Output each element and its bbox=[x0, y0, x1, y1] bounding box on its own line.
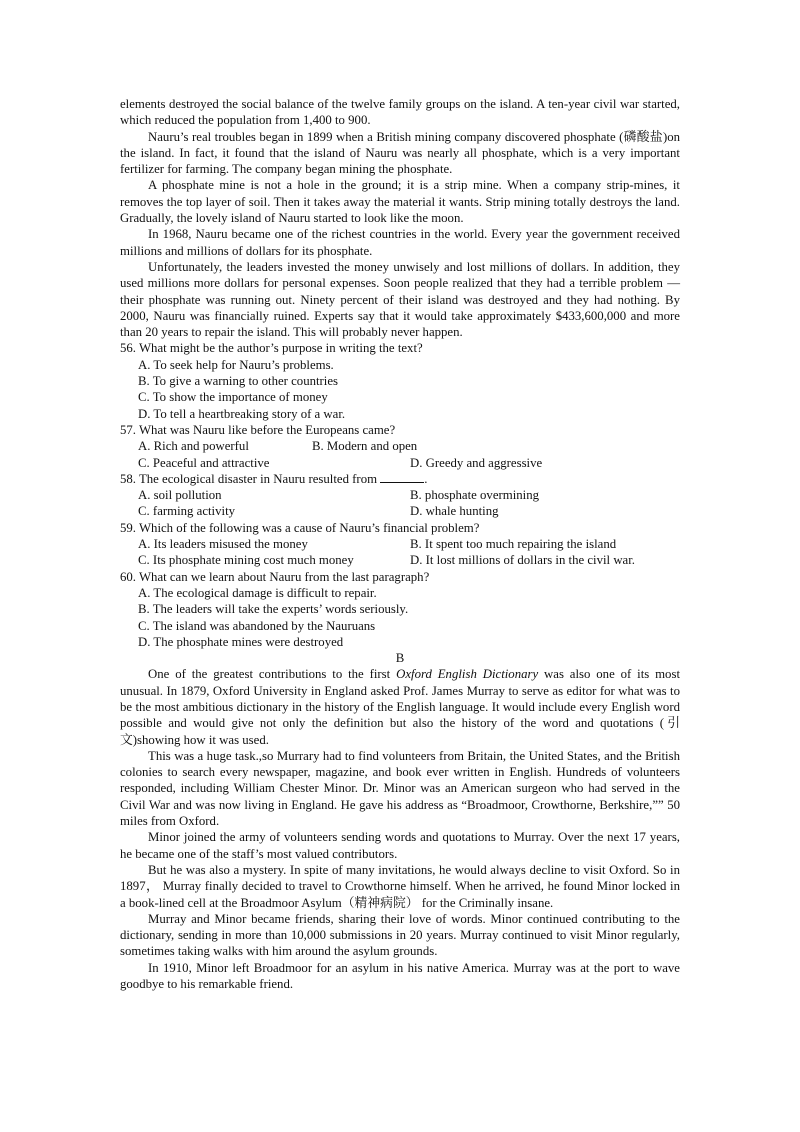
passage-b-paragraph-2: This was a huge task.,so Murrary had to find volunteers from Britain, the United States, and the British colonies to search every newspaper, magazine, and book ever written in English. Hundreds of volunteers responded, including William Chester Minor. Dr. Minor was an American surgeon who had served in the Civil War and was now living in England. He gave his address as “Broadmoor, Crowthorne, Berkshire,”” 50 miles from Oxford. bbox=[120, 748, 680, 829]
question-60-option-a: A. The ecological damage is difficult to repair. bbox=[138, 585, 377, 600]
question-60-option-b: B. The leaders will take the experts’ words seriously. bbox=[138, 602, 409, 617]
question-58-option-a: A. soil pollution bbox=[138, 488, 222, 503]
question-60 bbox=[120, 569, 680, 650]
passage-b-paragraph-6: In 1910, Minor left Broadmoor for an asylum in his native America. Murray was at the port to wave goodbye to his remarkable friend. bbox=[120, 960, 680, 992]
passage-b-paragraph-5: Murray and Minor became friends, sharing their love of words. Minor continued contributing to the dictionary, sending in more than 10,000 submissions in 20 years. Murray continued to visit Minor regularly, sometimes taking walks with him around the asylum grounds. bbox=[120, 911, 680, 959]
answer-blank bbox=[380, 471, 424, 483]
question-57-option-d: D. Greedy and aggressive bbox=[410, 455, 543, 470]
question-56-option-d: D. To tell a heartbreaking story of a war. bbox=[138, 406, 346, 421]
passage-b-paragraph-3: Minor joined the army of volunteers sending words and quotations to Murray. Over the next 17 years, he became one of the staff’s most valued contributors. bbox=[120, 830, 680, 861]
question-56-option-a: A. To seek help for Nauru’s problems. bbox=[138, 357, 334, 372]
question-58-option-c: C. farming activity bbox=[138, 504, 236, 519]
question-60-option-d: D. The phosphate mines were destroyed bbox=[138, 634, 344, 649]
question-57-option-c: C. Peaceful and attractive bbox=[138, 455, 270, 470]
passage-b-p1-after: was also one of its most unusual. In 1879, Oxford University in England asked Prof. James Murray to serve as editor for what was to be the most ambitious dictionary in the history of the English language. It would include every English word possible and would give not only the definition but also the history of the word and quotations (引文)showing how it was used. bbox=[120, 667, 680, 747]
passage-b-paragraph-4: But he was also a mystery. In spite of many invitations, he would always decline to visit Oxford. So in 1897， Murray finally decided to travel to Crowthorne himself. When he arrived, he found Minor locked in a book-lined cell at the Broadmoor Asylum（精神病院） for the Criminally insane. bbox=[120, 862, 680, 910]
question-58-stem-end: . bbox=[424, 471, 428, 486]
question-58-option-d: D. whale hunting bbox=[410, 504, 499, 519]
question-56-option-b: B. To give a warning to other countries bbox=[138, 374, 339, 389]
question-59 bbox=[120, 520, 680, 569]
question-59-option-d: D. It lost millions of dollars in the civil war. bbox=[410, 553, 635, 568]
passage-b-paragraph-1 bbox=[120, 666, 680, 747]
question-59-option-b: B. It spent too much repairing the island bbox=[410, 537, 617, 552]
question-56-option-c: C. To show the importance of money bbox=[138, 390, 328, 405]
passage-a-paragraph-2: Nauru’s real troubles began in 1899 when a British mining company discovered phosphate (磷酸盐)on the island. In fact, it found that the island of Nauru was nearly all phosphate, which is a very important fertilizer for farming. The company began mining the phosphate. bbox=[120, 129, 680, 177]
question-59-stem: 59. Which of the following was a cause of Nauru’s financial problem? bbox=[120, 520, 480, 535]
question-58-stem: 58. The ecological disaster in Nauru resulted from bbox=[120, 471, 378, 486]
passage-b-p1-before: One of the greatest contributions to the first bbox=[148, 667, 397, 682]
question-59-option-a: A. Its leaders misused the money bbox=[138, 537, 308, 552]
exam-page bbox=[120, 96, 680, 992]
question-58 bbox=[120, 471, 680, 520]
question-59-option-c: C. Its phosphate mining cost much money bbox=[138, 553, 354, 568]
question-58-option-b: B. phosphate overmining bbox=[410, 488, 540, 503]
question-58-stem-line bbox=[120, 471, 680, 487]
dictionary-title: Oxford English Dictionary bbox=[396, 667, 539, 682]
section-heading-b: B bbox=[395, 651, 405, 666]
passage-a-paragraph-5: Unfortunately, the leaders invested the money unwisely and lost millions of dollars. In addition, they used millions more dollars for personal expenses. Soon people realized that they had a terrible problem — their phosphate was running out. Ninety percent of their island was destroyed and they had nothing. By 2000, Nauru was financially ruined. Experts say that it would take approximately $433,600,000 and more than 20 years to repair the island. This will probably never happen. bbox=[120, 259, 680, 340]
question-57-stem: 57. What was Nauru like before the Europeans came? bbox=[120, 422, 396, 437]
question-57-option-a: A. Rich and powerful bbox=[138, 439, 249, 454]
passage-a-paragraph-3: A phosphate mine is not a hole in the ground; it is a strip mine. When a company strip-mines, it removes the top layer of soil. Then it takes away the material it wants. Strip mining totally destroys the land. Gradually, the lovely island of Nauru started to look like the moon. bbox=[120, 178, 680, 226]
passage-a-paragraph-1: elements destroyed the social balance of the twelve family groups on the island. A ten-year civil war started, which reduced the population from 1,400 to 900. bbox=[120, 97, 680, 128]
question-60-option-c: C. The island was abandoned by the Nauruans bbox=[138, 618, 376, 633]
question-60-stem: 60. What can we learn about Nauru from the last paragraph? bbox=[120, 569, 430, 584]
question-56 bbox=[120, 340, 680, 421]
passage-a-paragraph-4: In 1968, Nauru became one of the richest countries in the world. Every year the government received millions and millions of dollars for its phosphate. bbox=[120, 227, 680, 258]
question-57 bbox=[120, 422, 680, 471]
question-57-option-b: B. Modern and open bbox=[312, 439, 418, 454]
question-56-stem: 56. What might be the author’s purpose in writing the text? bbox=[120, 341, 423, 356]
